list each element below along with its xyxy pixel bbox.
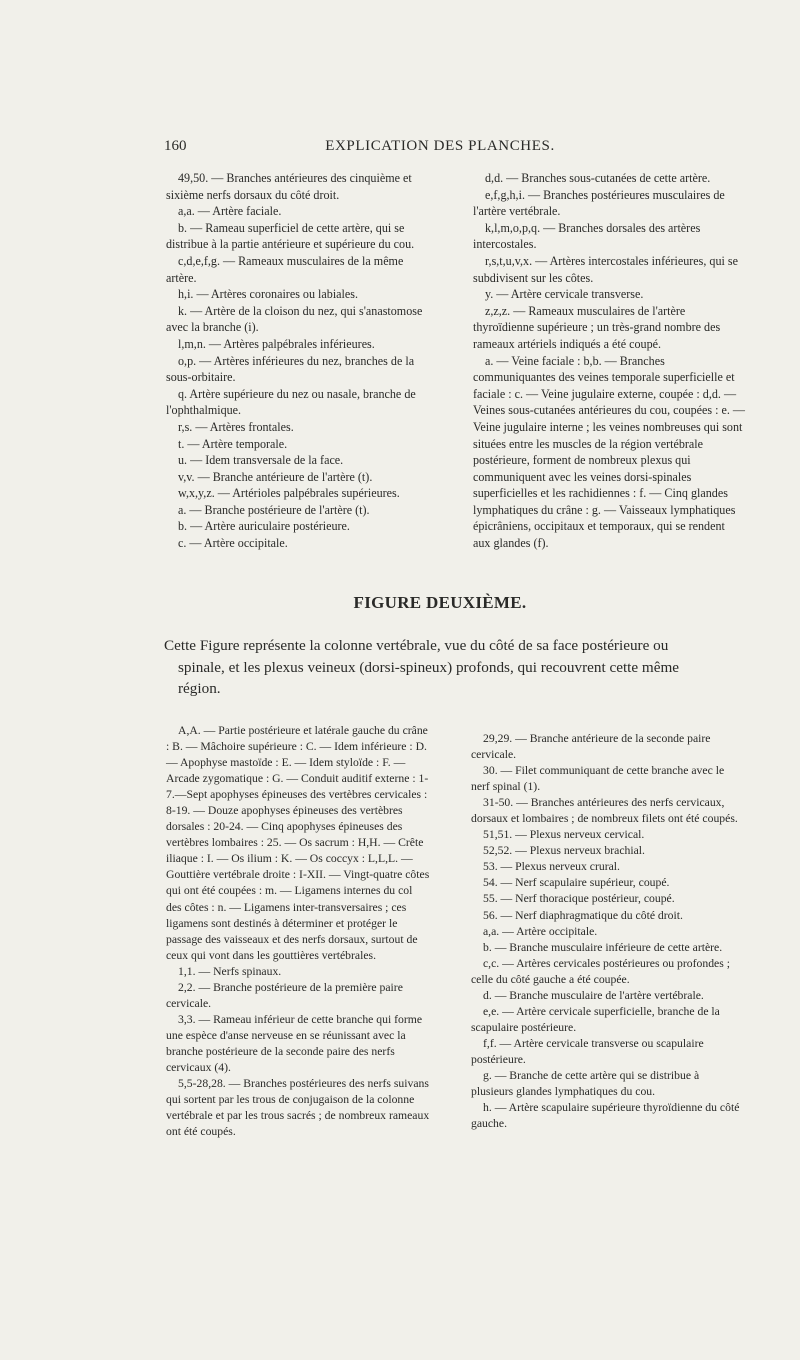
legend-entry: e,f,g,h,i. — Branches postérieures musculaires de l'artère vertébrale. bbox=[473, 187, 725, 219]
legend-entry: 3,3. — Rameau inférieur de cette branche qui forme une espèce d'anse nerveuse en se réunissant avec la branche postérieure de la seconde paire des nerfs cervicaux (4). bbox=[166, 1012, 423, 1074]
legend-entry: w,x,y,z. — Artérioles palpébrales supérieures. bbox=[178, 486, 400, 501]
page-number: 160 bbox=[164, 138, 187, 154]
legend-entry: a,a. — Artère occipitale. bbox=[483, 924, 598, 938]
figure-intro bbox=[164, 635, 764, 700]
legend-entry: o,p. — Artères inférieures du nez, branches de la sous-orbitaire. bbox=[166, 353, 415, 385]
legend-entry: 53. — Plexus nerveux crural. bbox=[483, 860, 620, 874]
legend-entry: 56. — Nerf diaphragmatique du côté droit. bbox=[483, 908, 683, 922]
legend-entry: b. — Rameau superficiel de cette artère, qui se distribue à la partie antérieure et supérieure du cou. bbox=[166, 220, 415, 252]
legend-entry: r,s,t,u,v,x. — Artères intercostales inférieures, qui se subdivisent sur les côtes. bbox=[473, 253, 738, 285]
intro-line: spinale, et les plexus veineux (dorsi-spineux) profonds, qui recouvrent cette même bbox=[178, 658, 680, 676]
legend-entry: 49,50. — Branches antérieures des cinquième et sixième nerfs dorsaux du côté droit. bbox=[166, 171, 412, 202]
legend-entry: 54. — Nerf scapulaire supérieur, coupé. bbox=[483, 876, 670, 890]
running-head: EXPLICATION DES PLANCHES. bbox=[325, 138, 555, 154]
legend-column-left-upper bbox=[166, 170, 434, 552]
legend-entry: a,a. — Artère faciale. bbox=[178, 204, 282, 219]
legend-column-right-lower bbox=[471, 731, 741, 1132]
legend-entry: a. — Veine faciale : b,b. — Branches communiquantes des veines temporale superficielle et faciale : c. — Veine jugulaire externe, coupée : d,d. —Veines sous-cutanées antérieures du cou, coupées : e. — Veine jugulaire interne ; les veines nombreuses qui sont situées entre les muscles de la région vertébrale postérieure, forment de nombreux plexus qui communiquent avec les veines dorsi-spinales superficielles et les rachidiennes : f. — Cinq glandes lymphatiques du crâne : g. — Vaisseaux lymphatiques épicrâniens, occipitaux et temporaux, qui se rendent aux glandes (f). bbox=[473, 353, 746, 551]
legend-entry: 31-50. — Branches antérieures des nerfs cervicaux, dorsaux et lombaires ; de nombreux filets ont été coupés. bbox=[471, 796, 738, 826]
intro-line: région. bbox=[178, 680, 221, 697]
legend-entry: A,A. — Partie postérieure et latérale gauche du crâne : B. — Mâchoire supérieure : C. — Idem inférieure : D. — Apophyse mastoïde : E. — Idem styloïde : F. — Arcade zygomatique : G. — Conduit auditif externe : 1-7.—Sept apophyses épineuses des vertèbres cervicales : 8-19. — Douze apophyses épineuses des vertèbres dorsales : 20-24. — Cinq apophyses épineuses des vertèbres lombaires : 25. — Os sacrum : H,H. — Crête iliaque : I. — Os ilium : K. — Os coccyx : L,L,L. — Gouttière vertébrale droite : I-XII. — Vingt-quatre côtes qui ont été coupées : m. — Ligamens internes du col des côtes : n. — Ligamens inter-transversaires ; ces ligamens sont destinés à déterminer et protéger le passage des vaisseaux et des nerfs dorsaux, surtout de ceux qui vont dans les gouttières vertébrales. bbox=[166, 724, 430, 962]
legend-entry: y. — Artère cervicale transverse. bbox=[485, 287, 644, 302]
legend-entry: 55. — Nerf thoracique postérieur, coupé. bbox=[483, 892, 675, 906]
legend-entry: d. — Branche musculaire de l'artère vertébrale. bbox=[483, 988, 704, 1002]
legend-entry: 1,1. — Nerfs spinaux. bbox=[178, 964, 282, 978]
legend-column-right-upper bbox=[473, 170, 745, 552]
legend-entry: v,v. — Branche antérieure de l'artère (t). bbox=[178, 469, 373, 484]
legend-entry: h. — Artère scapulaire supérieure thyroïdienne du côté gauche. bbox=[471, 1101, 740, 1131]
figure-heading: FIGURE DEUXIÈME. bbox=[353, 593, 527, 612]
legend-entry: g. — Branche de cette artère qui se distribue à plusieurs glandes lymphatiques du cou. bbox=[471, 1068, 700, 1099]
legend-entry: 30. — Filet communiquant de cette branche avec le nerf spinal (1). bbox=[471, 764, 725, 794]
legend-entry: k. — Artère de la cloison du nez, qui s'anastomose avec la branche (i). bbox=[166, 303, 423, 335]
legend-entry: a. — Branche postérieure de l'artère (t). bbox=[178, 502, 370, 517]
legend-entry: 5,5-28,28. — Branches postérieures des nerfs suivans qui sortent par les trous de conjugaison de la colonne vertébrale et par les trous sacrés ; de nombreux rameaux ont été coupés. bbox=[166, 1077, 430, 1139]
legend-entry: q. Artère supérieure du nez ou nasale, branche de l'ophthalmique. bbox=[166, 386, 416, 418]
legend-entry: e,e. — Artère cervicale superficielle, branche de la scapulaire postérieure. bbox=[471, 1004, 720, 1034]
legend-entry: k,l,m,o,p,q. — Branches dorsales des artères intercostales. bbox=[473, 220, 701, 252]
intro-line: Cette Figure représente la colonne vertébrale, vue du côté de sa face postérieure ou bbox=[164, 637, 669, 654]
legend-entry: f,f. — Artère cervicale transverse ou scapulaire postérieure. bbox=[471, 1036, 704, 1066]
legend-entry: l,m,n. — Artères palpébrales inférieures. bbox=[178, 336, 375, 351]
legend-entry: 2,2. — Branche postérieure de la première paire cervicale. bbox=[166, 980, 403, 1010]
legend-entry: 52,52. — Plexus nerveux brachial. bbox=[483, 844, 645, 858]
legend-entry: u. — Idem transversale de la face. bbox=[178, 453, 344, 468]
legend-entry: b. — Artère auriculaire postérieure. bbox=[178, 519, 350, 534]
legend-entry: d,d. — Branches sous-cutanées de cette artère. bbox=[485, 171, 711, 185]
legend-entry: c,d,e,f,g. — Rameaux musculaires de la même artère. bbox=[166, 253, 404, 285]
legend-entry: r,s. — Artères frontales. bbox=[178, 419, 294, 434]
legend-entry: z,z,z. — Rameaux musculaires de l'artère thyroïdienne supérieure ; un très-grand nombre des rameaux artériels indiqués a été coupé. bbox=[473, 303, 721, 351]
legend-entry: c,c. — Artères cervicales postérieures ou profondes ; celle du côté gauche a été coupée. bbox=[471, 956, 730, 986]
legend-entry: t. — Artère temporale. bbox=[178, 436, 288, 451]
legend-entry: 29,29. — Branche antérieure de la seconde paire cervicale. bbox=[471, 732, 711, 762]
legend-column-left-lower bbox=[166, 723, 430, 1140]
legend-entry: b. — Branche musculaire inférieure de cette artère. bbox=[483, 940, 723, 954]
legend-entry: h,i. — Artères coronaires ou labiales. bbox=[178, 287, 359, 302]
legend-entry: c. — Artère occipitale. bbox=[178, 536, 288, 551]
legend-entry: 51,51. — Plexus nerveux cervical. bbox=[483, 828, 645, 842]
